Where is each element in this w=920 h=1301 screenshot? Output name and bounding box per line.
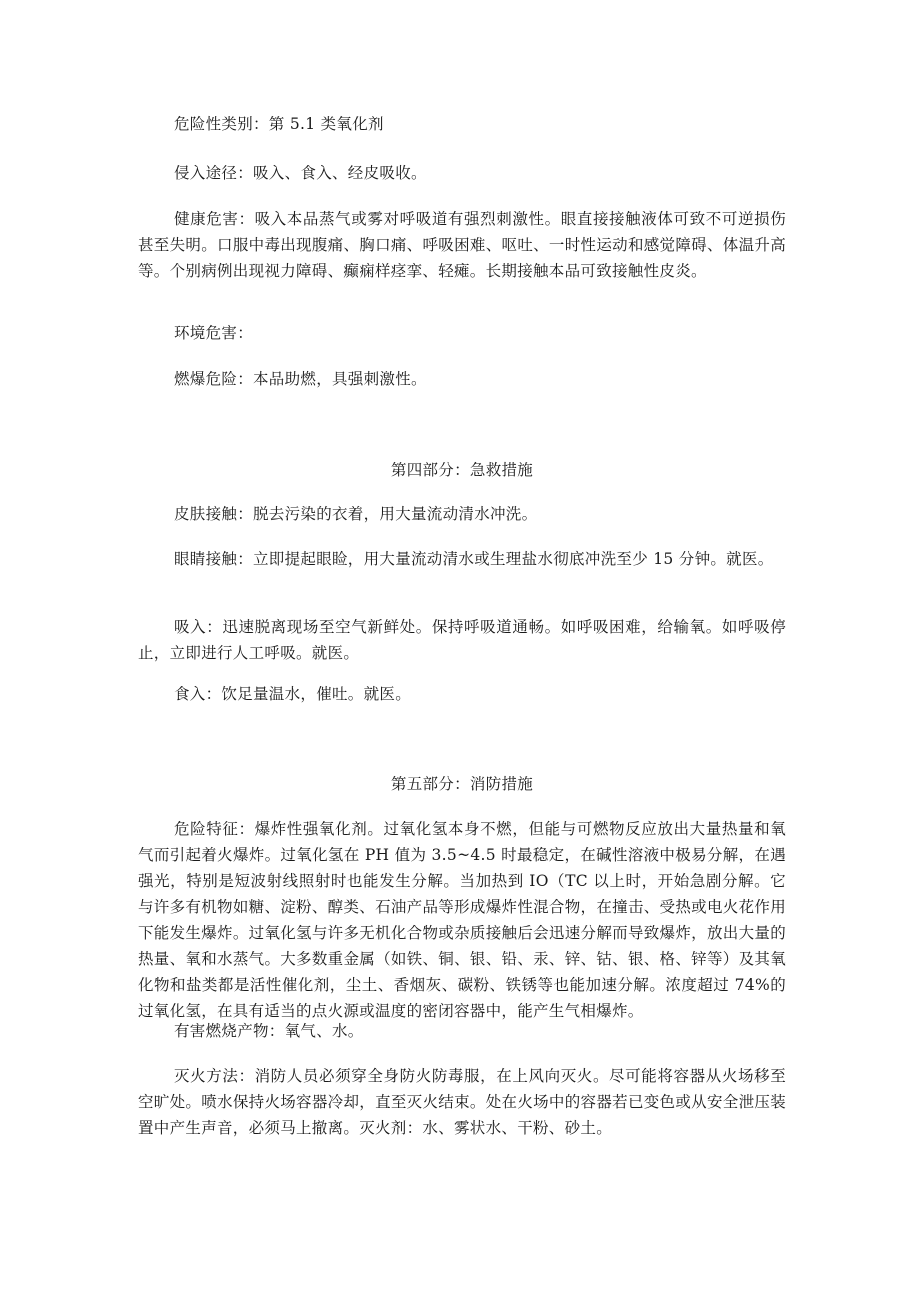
eye-contact-paragraph: 眼睛接触：立即提起眼睑，用大量流动清水或生理盐水彻底冲洗至少 15 分钟。就医。 <box>174 550 774 568</box>
extinguishing-paragraph: 灭火方法：消防人员必须穿全身防火防毒服，在上风向灭火。尽可能将容器从火场移至空旷处。喷水保持火场容器冷却，直至灭火结束。处在火场中的容器若已变色或从安全泄压装置中产生声音，必须马上撤离。灭火剂：水、雾状水、干粉、砂土。 <box>138 1067 786 1137</box>
ingestion-paragraph: 食入：饮足量温水，催吐。就医。 <box>174 685 412 703</box>
section5-heading: 第五部分：消防措施 <box>390 775 534 793</box>
combustion-products-paragraph: 有害燃烧产物：氧气、水。 <box>174 1022 364 1040</box>
environment-hazard-paragraph: 环境危害： <box>174 324 254 342</box>
health-hazard-paragraph: 健康危害：吸入本品蒸气或雾对呼吸道有强烈刺激性。眼直接接触液体可致不可逆损伤甚至失明。口服中毒出现腹痛、胸口痛、呼吸困难、呕吐、一时性运动和感觉障碍、体温升高等。个别病例出现视力障碍、癫痫样痉挛、轻瘫。长期接触本品可致接触性皮炎。 <box>138 210 786 280</box>
section4-heading: 第四部分：急救措施 <box>390 461 534 479</box>
routes-paragraph: 侵入途径：吸入、食入、经皮吸收。 <box>174 164 427 182</box>
hazard-class-paragraph: 危险性类别：第 5.1 类氧化剂 <box>174 115 384 133</box>
hazard-features-paragraph: 危险特征：爆炸性强氧化剂。过氧化氢本身不燃，但能与可燃物反应放出大量热量和氧气而引起着火爆炸。过氧化氢在 PH 值为 3.5~4.5 时最稳定，在碱性溶液中极易分解，在遇强光，特别是短波射线照射时也能发生分解。当加热到 IO（TC 以上时，开始急剧分解。它与许多有机物如糖、淀粉、醇类、石油产品等形成爆炸性混合物，在撞击、受热或电火花作用下能发生爆炸。过氧化氢与许多无机化合物或杂质接触后会迅速分解而导致爆炸，放出大量的热量、氧和水蒸气。大多数重金属（如铁、铜、银、铅、汞、锌、钴、银、格、锌等）及其氧化物和盐类都是活性催化剂，尘土、香烟灰、碳粉、铁锈等也能加速分解。浓度超过 74%的过氧化氢，在具有适当的点火源或温度的密闭容器中，能产生气相爆炸。 <box>138 820 786 1020</box>
fire-explosion-paragraph: 燃爆危险：本品助燃，具强刺激性。 <box>174 370 427 388</box>
skin-contact-paragraph: 皮肤接触：脱去污染的衣着，用大量流动清水冲洗。 <box>174 505 538 523</box>
inhalation-paragraph: 吸入：迅速脱离现场至空气新鲜处。保持呼吸道通畅。如呼吸困难，给输氧。如呼吸停止，立即进行人工呼吸。就医。 <box>138 618 786 662</box>
